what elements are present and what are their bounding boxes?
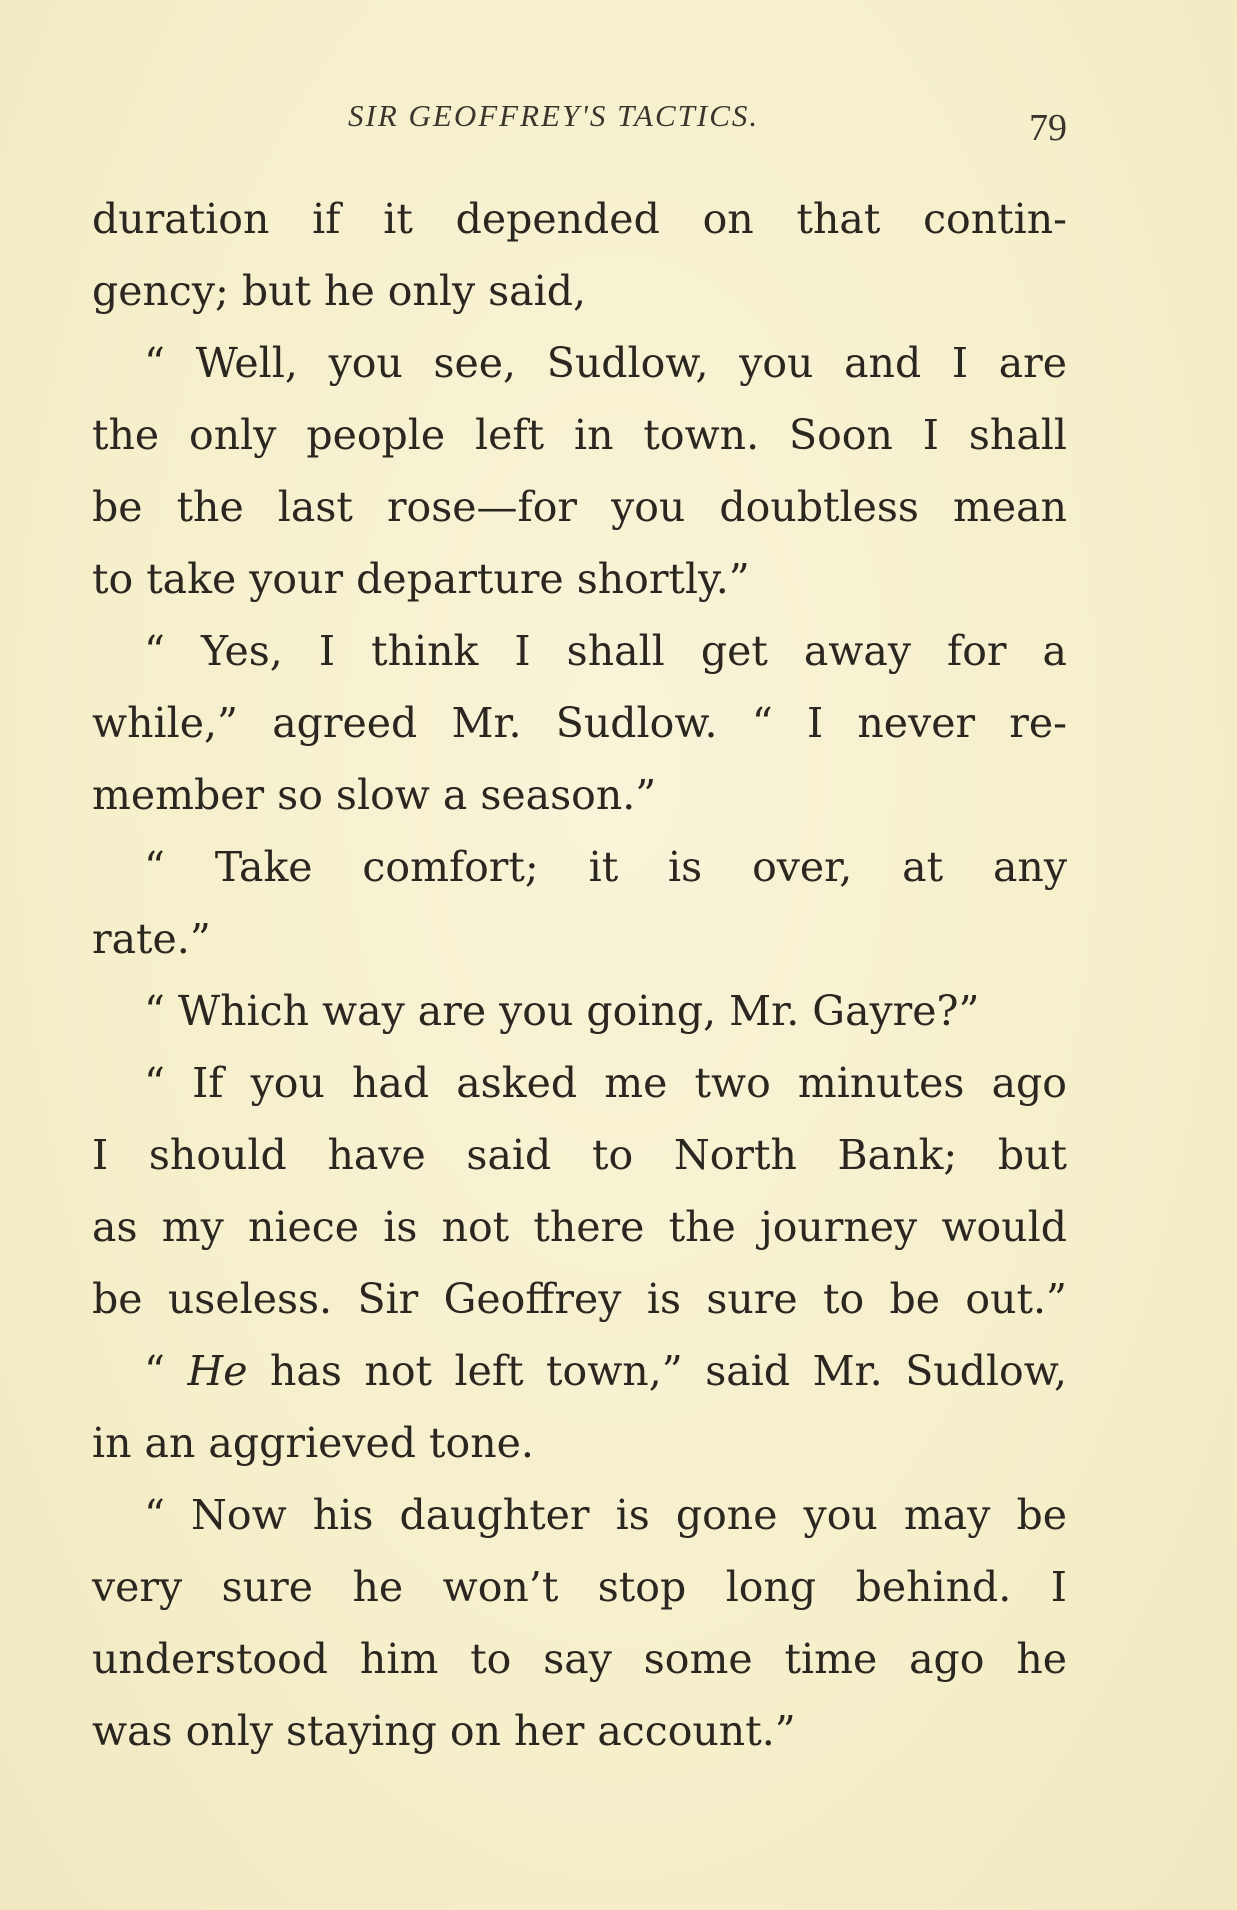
page-number: 79	[1029, 107, 1067, 149]
open-quote: “	[144, 1347, 188, 1395]
text-line: rate.”	[92, 915, 211, 963]
text-line: “ Now his daughter is gone you may be	[144, 1491, 1067, 1539]
text-line: “ Yes, I think I shall get away for a	[144, 627, 1067, 675]
text-line: very sure he won’t stop long behind. I	[92, 1563, 1067, 1611]
text-line: member so slow a season.”	[92, 771, 657, 819]
running-head: SIR GEOFFREY'S TACTICS.	[348, 98, 760, 133]
text-line: be useless. Sir Geoffrey is sure to be out.”	[92, 1275, 1067, 1323]
italic-word: He	[187, 1347, 248, 1395]
text-line: duration if it depended on that contin-	[92, 195, 1067, 243]
text-line: “ If you had asked me two minutes ago	[144, 1059, 1067, 1107]
text-line: was only staying on her account.”	[92, 1707, 796, 1755]
text-line: I should have said to North Bank; but	[92, 1131, 1067, 1179]
text-line: gency; but he only said,	[92, 267, 587, 315]
text-line: the only people left in town. Soon I shall	[92, 411, 1067, 459]
text-line	[92, 1335, 1067, 1407]
page-header	[92, 98, 1067, 148]
text-line: “ Take comfort; it is over, at any	[144, 843, 1067, 891]
text-line: as my niece is not there the journey would	[92, 1203, 1067, 1251]
body-text	[92, 183, 1067, 1767]
text-line: to take your departure shortly.”	[92, 555, 750, 603]
text-line: “ Well, you see, Sudlow, you and I are	[144, 339, 1067, 387]
text-line: be the last rose—for you doubtless mean	[92, 483, 1067, 531]
text-line: understood him to say some time ago he	[92, 1635, 1067, 1683]
text-line: in an aggrieved tone.	[92, 1419, 534, 1467]
line-rest: has not left town,” said Mr. Sudlow,	[247, 1347, 1067, 1395]
text-line: while,” agreed Mr. Sudlow. “ I never re-	[92, 699, 1067, 747]
text-line: “ Which way are you going, Mr. Gayre?”	[144, 987, 980, 1035]
